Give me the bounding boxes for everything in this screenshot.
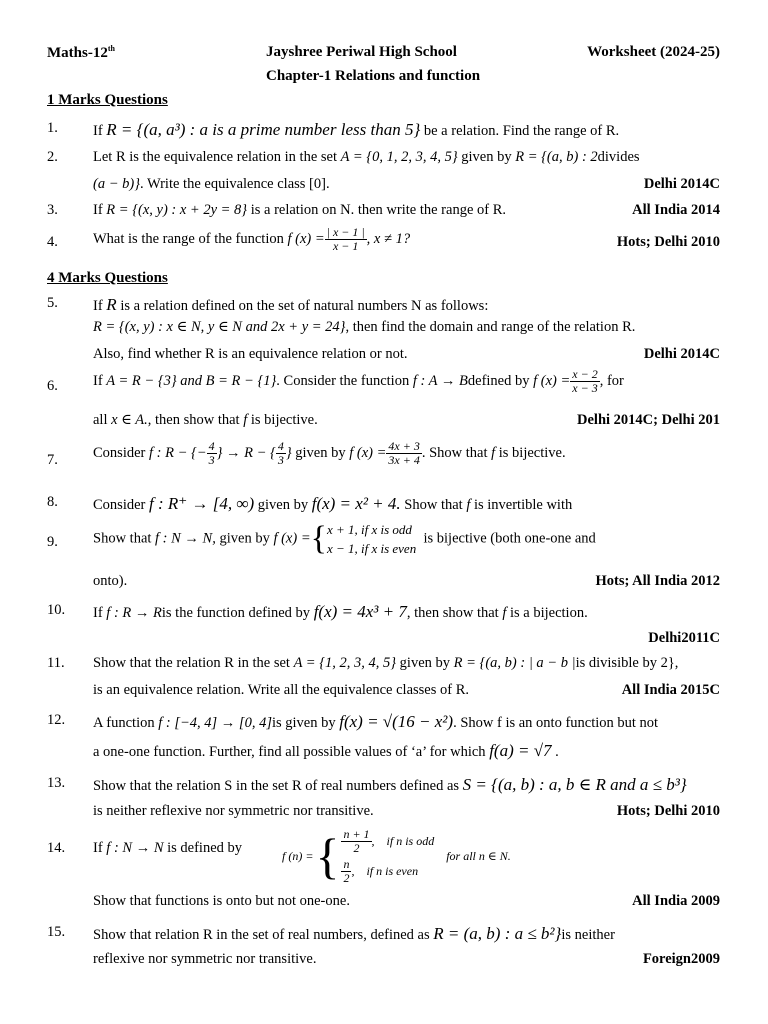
section-one-mark: 1 Marks Questions (47, 92, 168, 108)
source-tag: Delhi 2014C (643, 176, 720, 192)
source-tag: Delhi 2014C; Delhi 201 (577, 412, 720, 428)
question-5: 5. If R is a relation defined on the set of natural numbers N as follows: (47, 295, 489, 314)
section-four-mark: 4 Marks Questions (47, 270, 168, 286)
source-tag: Delhi2011C (648, 630, 720, 646)
worksheet-year: Worksheet (2024-25) (587, 44, 720, 60)
question-15-line-2: reflexive nor symmetric nor transitive. Foreign2009 (93, 951, 720, 967)
question-14: 14. If f : N → N is defined by f (n) = { $\frac{n + 1}{2}$ , if n is odd $\frac{n}{2}$ , if n is even for all n ∈ N. (47, 826, 511, 885)
school-name: Jayshree Periwal High School (266, 44, 457, 60)
question-2: 2. Let R is the equivalence relation in the set A = {0, 1, 2, 3, 4, 5} given by R = {(a, b) : 2divides (47, 149, 640, 165)
question-5-line-2: R = {(x, y) : x ∈ N, y ∈ N and 2x + y = 24}, then find the domain and range of the relation R. (93, 319, 636, 335)
source-tag: Hots; Delhi 2010 (616, 803, 720, 819)
source-tag: All India 2014 (632, 202, 720, 218)
q14-piecewise: f (n) = { $\frac{n + 1}{2}$ , if n is odd $\frac{n}{2}$ , if n is even for all n ∈ N. (282, 826, 511, 885)
question-5-line-3: Also, find whether R is an equivalence relation or not. Delhi 2014C (93, 346, 720, 362)
question-13-line-2: is neither reflexive nor symmetric nor transitive. Hots; Delhi 2010 (93, 803, 720, 819)
question-10-line-2 (47, 630, 720, 654)
question-7: 7. Consider f : R − {− $\frac{4}{3}$ } → R − { $\frac{4}{3}$ } given by f (x) = $\frac{4x + 3}{3x + 4}$ . Show that f is bijective. (47, 439, 566, 468)
question-14-line-2: Show that functions is onto but not one-one. All India 2009 (93, 893, 720, 909)
question-10: 10. If f : R → Ris the function defined by f(x) = 4x³ + 7, then show that f is a bijection. (47, 602, 588, 621)
question-11: 11. Show that the relation R in the set A = {1, 2, 3, 4, 5} given by R = {(a, b) : | a − b |is divisible by 2}, (47, 655, 679, 671)
chapter-title: Chapter-1 Relations and function (266, 68, 481, 84)
q4-fraction: $\frac{| x - 1 |}{x - 1}$ (326, 225, 365, 253)
q1-relation-formula: R = {(a, a³) : a is a prime number less than 5} (106, 120, 421, 139)
question-12-line-2: a one-one function. Further, find all possible values of ‘a’ for which f(a) = √7 . (93, 741, 559, 760)
source-tag: Hots; Delhi 2010 (616, 234, 720, 250)
question-9-line-2: onto). Hots; All India 2012 (93, 573, 720, 589)
question-15: 15. Show that relation R in the set of real numbers, defined as R = (a, b) : a ≤ b²}is neither (47, 924, 615, 943)
source-tag: Hots; All India 2012 (595, 573, 720, 589)
question-9: 9. Show that f : N → N, given by f (x) ={ x + 1, if x is odd x − 1, if x is even is bijective (both one-one and (47, 520, 596, 557)
question-13: 13. Show that the relation S in the set R of real numbers defined as S = {(a, b) : a, b ∈ R and a ≤ b³} (47, 775, 687, 794)
q9-piecewise: x + 1, if x is odd x − 1, if x is even (326, 522, 417, 556)
question-12: 12. A function f : [−4, 4] → [0, 4]is given by f(x) = √(16 − x²). Show f is an onto function but not (47, 712, 659, 731)
question-4: 4. What is the range of the function f (x) = $\frac{| x - 1 |}{x - 1}$ , x ≠ 1? Hots; Delhi 2010 (47, 225, 720, 253)
question-6: 6. If A = R − {3} and B = R − {1}. Consider the function f : A → Bdefined by f (x) = $\frac{x - 2}{x - 3}$ , for (47, 367, 624, 395)
source-tag: All India 2015C (621, 682, 720, 698)
question-11-line-2: is an equivalence relation. Write all the equivalence classes of R. All India 2015C (93, 682, 720, 698)
question-2-line-2: (a − b)}. Write the equivalence class [0]. Delhi 2014C (93, 176, 720, 192)
source-tag: Delhi 2014C (643, 346, 720, 362)
source-tag: Foreign2009 (642, 951, 720, 967)
question-6-line-2: all x ∈ A., then show that f is bijective. Delhi 2014C; Delhi 201 (93, 412, 720, 428)
question-1: 1. If R = {(a, a³) : a is a prime number less than 5} be a relation. Find the range of R. (47, 120, 620, 139)
source-tag: All India 2009 (632, 893, 720, 909)
question-3: 3. If R = {(x, y) : x + 2y = 8} is a relation on N. then write the range of R. All India 2014 (47, 202, 720, 218)
question-8: 8. Consider f : R⁺ → [4, ∞) given by f(x) = x² + 4. Show that f is invertible with (47, 494, 573, 513)
subject-label: Maths-12th (47, 44, 115, 61)
